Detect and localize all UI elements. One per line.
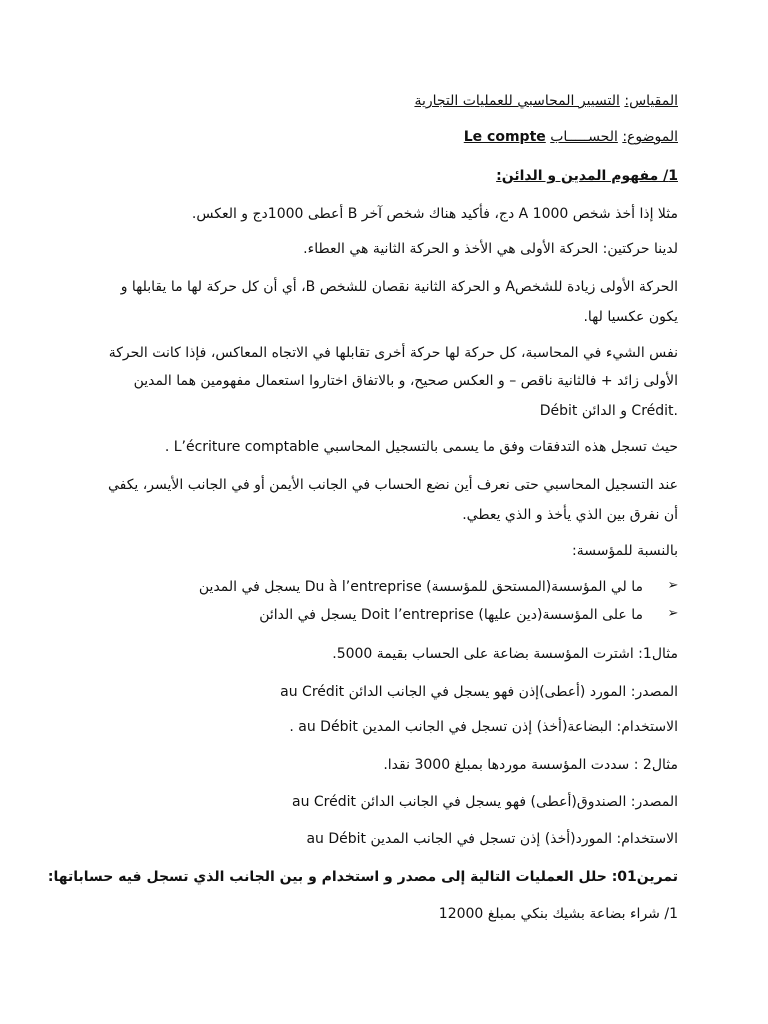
topic-value-ar: الحســـــاب bbox=[550, 129, 618, 145]
section1-title: 1/ مفهوم المدين و الدائن: bbox=[496, 168, 678, 184]
arrow-bullet-icon: ➢ bbox=[667, 578, 679, 593]
paragraph-4a: نفس الشيء في المحاسبة، كل حركة لها حركة أخرى تقابلها في الاتجاه المعاكس، فإذا كانت الحركة bbox=[108, 345, 678, 361]
example2-title: مثال2 : سددت المؤسسة موردها بمبلغ 3000 نقدا. bbox=[383, 757, 678, 773]
bullet-item-du: ما لي المؤسسة(المستحق للمؤسسة) Du à l’entreprise يسجل في المدين bbox=[198, 579, 643, 595]
topic-label: الموضوع: bbox=[622, 129, 678, 145]
subject-line bbox=[100, 92, 678, 110]
exercise-title: تمرين01: حلل العمليات التالية إلى مصدر و استخدام و بين الجانب الذي تسجل فيه حساباتها: bbox=[47, 869, 678, 885]
arrow-bullet-icon: ➢ bbox=[667, 606, 679, 621]
example2-use: الاستخدام: المورد(أخذ) إذن تسجل في الجانب المدين au Débit bbox=[306, 831, 678, 847]
paragraph-4b: الأولى زائد + فالثانية ناقص – و العكس صحيح، و بالاتفاق اختاروا استعمال مفهومين هما المدين bbox=[133, 373, 678, 389]
example2-source: المصدر: الصندوق(أعطى) فهو يسجل في الجانب الدائن au Crédit bbox=[291, 794, 678, 810]
paragraph-3b: يكون عكسيا لها. bbox=[583, 309, 678, 325]
paragraph-3a: الحركة الأولى زيادة للشخصA و الحركة الثانية نقصان للشخص B، أي أن كل حركة لها ما يقابلها و bbox=[120, 279, 678, 295]
subject-value: التسيير المحاسبي للعمليات التجارية bbox=[414, 93, 620, 109]
example1-title: مثال1: اشترت المؤسسة بضاعة على الحساب بقيمة 5000. bbox=[332, 646, 678, 662]
exercise-item-1: 1/ شراء بضاعة بشيك بنكي بمبلغ 12000 bbox=[438, 906, 678, 922]
paragraph-2: لدينا حركتين: الحركة الأولى هي الأخذ و الحركة الثانية هي العطاء. bbox=[303, 241, 678, 257]
paragraph-6a: عند التسجيل المحاسبي حتى نعرف أين نضع الحساب في الجانب الأيمن أو في الجانب الأيسر، يكفي bbox=[107, 477, 678, 493]
topic-value-fr: Le compte bbox=[463, 129, 546, 145]
paragraph-6b: أن نفرق بين الذي يأخذ و الذي يعطي. bbox=[462, 507, 678, 523]
subject-label: المقياس: bbox=[624, 93, 678, 109]
bullet-item-doit: ما على المؤسسة(دين عليها) Doit l’entreprise يسجل في الدائن bbox=[259, 607, 643, 623]
paragraph-5: حيث تسجل هذه التدفقات وفق ما يسمى بالتسجيل المحاسبي L’écriture comptable . bbox=[164, 439, 678, 455]
example1-source: المصدر: المورد (أعطى)إذن فهو يسجل في الجانب الدائن au Crédit bbox=[280, 684, 678, 700]
paragraph-7: بالنسبة للمؤسسة: bbox=[572, 543, 678, 559]
topic-line bbox=[100, 128, 678, 146]
paragraph-1: مثلا إذا أخذ شخص A 1000 دج، فأكيد هناك شخص آخر B أعطى 1000دج و العكس. bbox=[191, 206, 678, 222]
example1-use: الاستخدام: البضاعة(أخذ) إذن تسجل في الجانب المدين au Débit . bbox=[289, 719, 678, 735]
paragraph-4c: Débit و الدائن Crédit. bbox=[539, 403, 678, 419]
